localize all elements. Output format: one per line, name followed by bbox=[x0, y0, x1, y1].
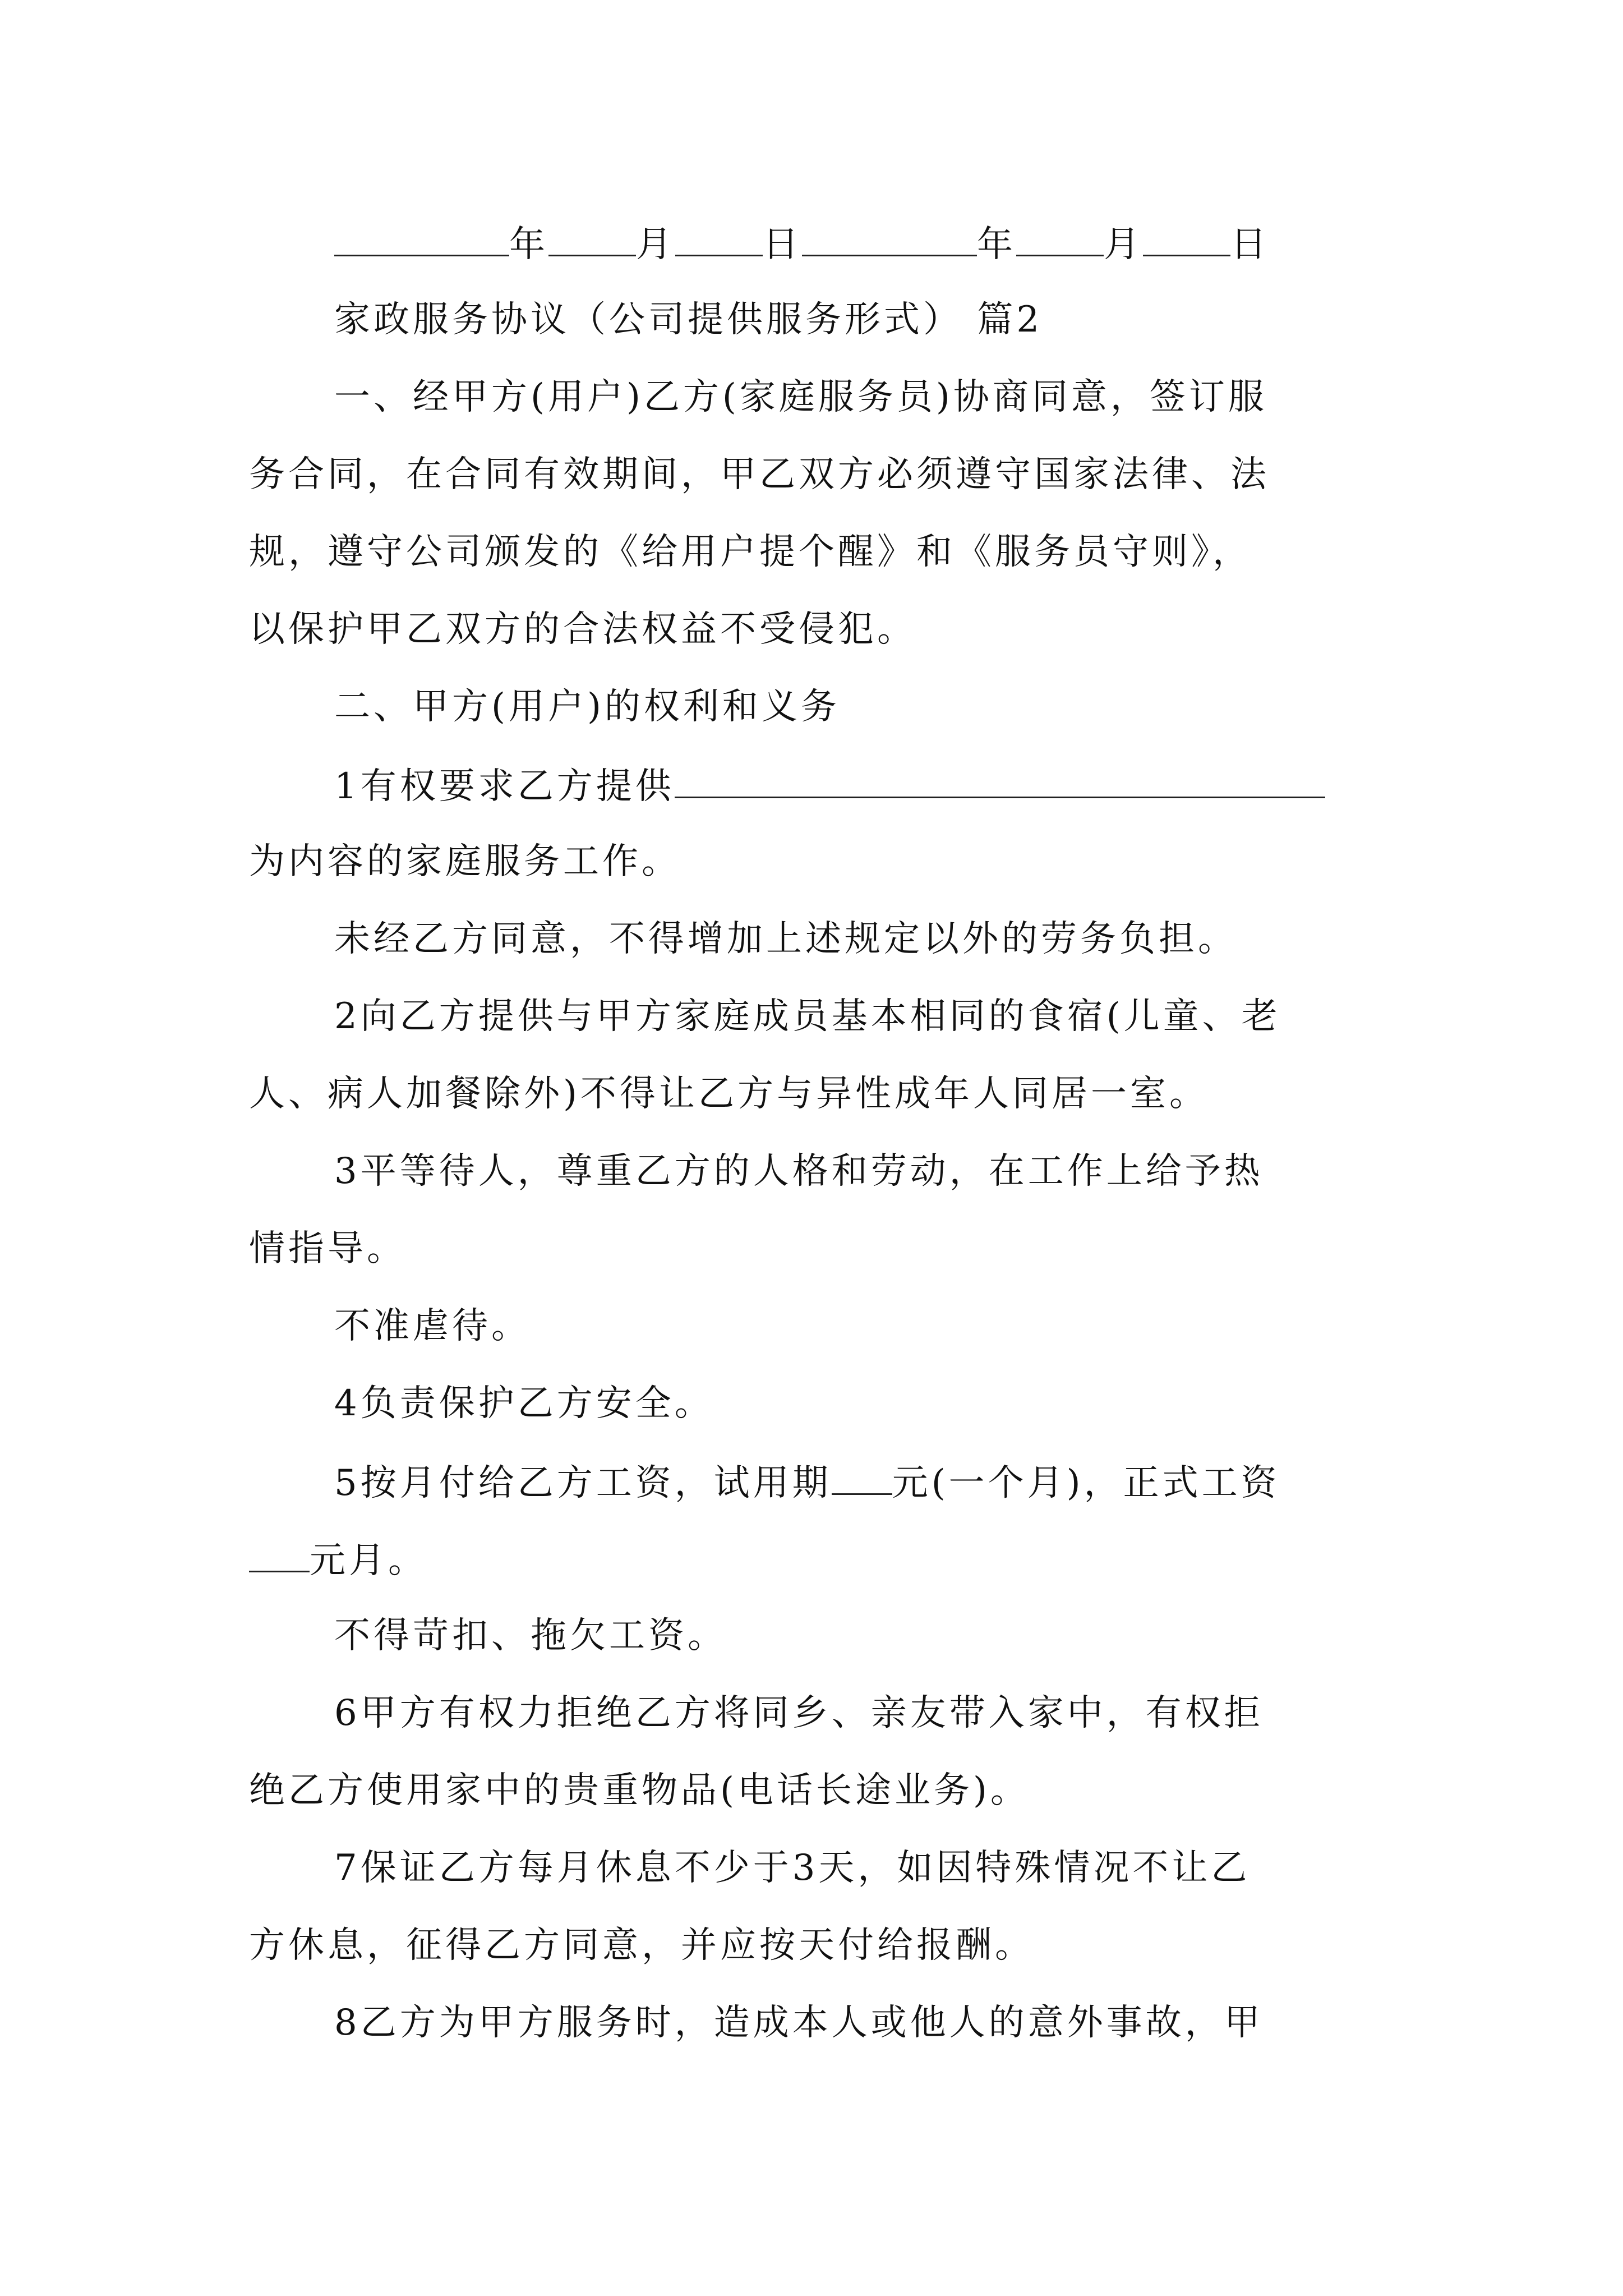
year-label-1: 年 bbox=[509, 224, 548, 265]
item-5-line-1 bbox=[334, 1458, 1280, 1506]
date-line bbox=[334, 220, 1270, 267]
day-blank-1 bbox=[675, 220, 763, 256]
day-label-1: 日 bbox=[763, 224, 802, 265]
note-5: 不得苛扣、拖欠工资。 bbox=[334, 1615, 727, 1657]
item-2-line-1: 2向乙方提供与甲方家庭成员基本相同的食宿(儿童、老 bbox=[334, 996, 1281, 1037]
section-2-heading: 二、甲方(用户)的权利和义务 bbox=[334, 686, 840, 728]
item-5-text-2: 元(一个月)，正式工资 bbox=[892, 1462, 1280, 1504]
item-7-line-1: 7保证乙方每月休息不少于3天，如因特殊情况不让乙 bbox=[334, 1847, 1251, 1889]
service-content-blank bbox=[675, 762, 1325, 798]
item-7-line-2: 方休息，征得乙方同意，并应按天付给报酬。 bbox=[249, 1925, 1034, 1966]
item-2-line-2: 人、病人加餐除外)不得让乙方与异性成年人同居一室。 bbox=[249, 1073, 1209, 1115]
clause-1-line-1: 一、经甲方(用户)乙方(家庭服务员)协商同意，签订服 bbox=[334, 376, 1267, 418]
day-blank-2 bbox=[1143, 220, 1230, 256]
note-1: 未经乙方同意，不得增加上述规定以外的劳务负担。 bbox=[334, 918, 1237, 960]
item-5-line-2 bbox=[249, 1536, 427, 1583]
trial-wage-blank bbox=[832, 1458, 892, 1495]
document-title: 家政服务协议（公司提供服务形式） 篇2 bbox=[334, 299, 1043, 341]
item-4: 4负责保护乙方安全。 bbox=[334, 1383, 714, 1424]
item-3-line-1: 3平等待人，尊重乙方的人格和劳动，在工作上给予热 bbox=[334, 1151, 1264, 1192]
item-5-text-1: 5按月付给乙方工资，试用期 bbox=[334, 1462, 832, 1504]
clause-1-line-2: 务合同，在合同有效期间，甲乙双方必须遵守国家法律、法 bbox=[249, 454, 1270, 495]
clause-1-line-4: 以保护甲乙双方的合法权益不受侵犯。 bbox=[249, 609, 916, 650]
item-6-line-2: 绝乙方使用家中的贵重物品(电话长途业务)。 bbox=[249, 1770, 1030, 1811]
clause-1-line-3: 规，遵守公司颁发的《给用户提个醒》和《服务员守则》， bbox=[249, 531, 1252, 573]
month-blank-2 bbox=[1016, 220, 1104, 256]
item-1-line-1 bbox=[334, 762, 1325, 809]
month-blank-1 bbox=[548, 220, 636, 256]
year-blank-2 bbox=[802, 220, 977, 256]
item-8-line-1: 8乙方为甲方服务时，造成本人或他人的意外事故，甲 bbox=[334, 2002, 1264, 2044]
item-6-line-1: 6甲方有权力拒绝乙方将同乡、亲友带入家中，有权拒 bbox=[334, 1692, 1264, 1734]
item-3-line-2: 情指导。 bbox=[249, 1228, 406, 1269]
month-label-1: 月 bbox=[636, 224, 675, 265]
year-label-2: 年 bbox=[977, 224, 1016, 265]
year-blank-1 bbox=[334, 220, 509, 256]
item-1-line-2: 为内容的家庭服务工作。 bbox=[249, 841, 681, 882]
item-5-text-3: 元月。 bbox=[310, 1540, 427, 1581]
formal-wage-blank bbox=[249, 1536, 310, 1572]
day-label-2: 日 bbox=[1230, 224, 1270, 265]
month-label-2: 月 bbox=[1104, 224, 1143, 265]
item-1-text: 1有权要求乙方提供 bbox=[334, 766, 675, 807]
note-3: 不准虐待。 bbox=[334, 1305, 531, 1347]
